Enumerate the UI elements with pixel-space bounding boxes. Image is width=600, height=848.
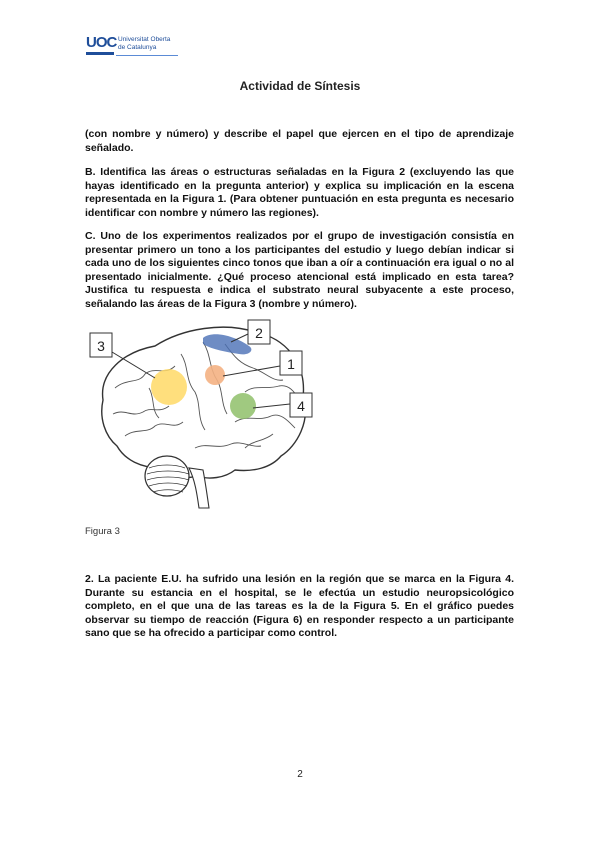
label-3-text: 3 <box>97 338 105 354</box>
logo-text <box>118 36 178 52</box>
university-logo <box>86 34 178 60</box>
region-1 <box>205 365 225 385</box>
logo-underline <box>116 55 178 56</box>
region-3 <box>151 369 187 405</box>
logo-line-2: de Catalunya <box>118 44 157 51</box>
logo-mark: UOC <box>86 34 117 51</box>
label-1-text: 1 <box>287 356 295 372</box>
label-4-text: 4 <box>297 398 305 414</box>
cerebellum <box>145 456 189 496</box>
label-2-text: 2 <box>255 325 263 341</box>
brain-figure <box>85 318 325 518</box>
logo-bar <box>86 52 114 55</box>
page-title: Actividad de Síntesis <box>239 79 361 93</box>
logo-line-1: Universitat Oberta <box>118 36 171 43</box>
region-4 <box>230 393 256 419</box>
brain-outline <box>102 327 306 478</box>
paragraph-question-2: 2. La paciente E.U. ha sufrido una lesión en la región que se marca en la Figura 4. Durante su estancia en el hospital, se le efectúa un estudio neuropsicológico completo, en el que una de las tareas es la de la Figura 5. En el gráfico puedes observar su tiempo de reacción (Figura 6) en responder respecto a un participante sano que se ha ofrecido a participar como control. <box>85 573 514 640</box>
paragraph-intro: (con nombre y número) y describe el papel que ejercen en el tipo de aprendizaje señalado. <box>85 128 514 154</box>
figure-caption: Figura 3 <box>85 526 120 537</box>
paragraph-question-c: C. Uno de los experimentos realizados por el grupo de investigación consistía en presentar primero un tono a los participantes del estudio y luego debían indicar si cada uno de los siguientes cinco tonos que iban a oír a continuación era igual o no al presentado inicialmente. ¿Qué proceso atencional está implicado en esta tarea? Justifica tu respuesta e indica el substrato neural subyacente a este proceso, señalando las áreas de la Figura 3 (nombre y número). <box>85 230 514 310</box>
paragraph-question-b: B. Identifica las áreas o estructuras señaladas en la Figura 2 (excluyendo las que hayas identificado en la pregunta anterior) y explica su implicación en la escena representada en la Figura 1. (Para obtener puntuación en esta pregunta es necesario identificar con nombre y número las regiones). <box>85 166 514 219</box>
page-number: 2 <box>297 769 303 780</box>
